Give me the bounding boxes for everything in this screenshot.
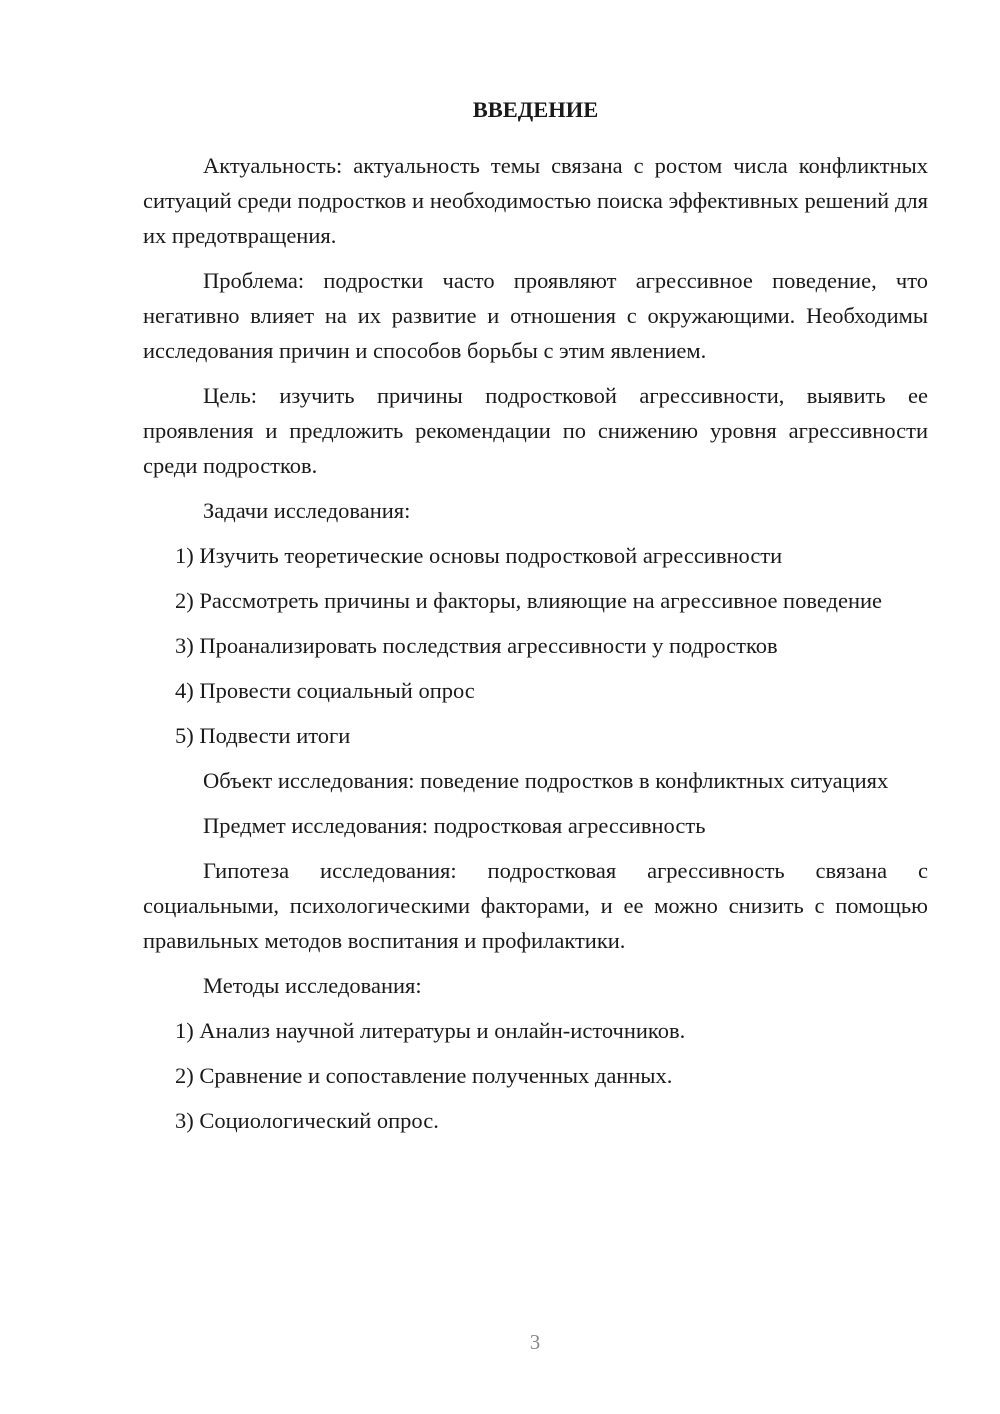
task-item-2: 2) Рассмотреть причины и факторы, влияющие на агрессивное поведение xyxy=(175,588,883,613)
method-item-1: 1) Анализ научной литературы и онлайн-источников. xyxy=(175,1018,686,1043)
methods-heading: Методы исследования: xyxy=(203,973,422,998)
task-item-5: 5) Подвести итоги xyxy=(175,723,351,748)
paragraph-hypothesis: Гипотеза исследования: подростковая агрессивность связана с социальными, психологическими факторами, и ее можно снизить с помощью правильных методов воспитания и профилактики. xyxy=(143,858,928,953)
section-title: ВВЕДЕНИЕ xyxy=(472,97,599,122)
paragraph-problem: Проблема: подростки часто проявляют агрессивное поведение, что негативно влияет на их развитие и отношения с окружающими. Необходимы исследования причин и способов борьбы с этим явлением. xyxy=(143,268,928,363)
task-item-4: 4) Провести социальный опрос xyxy=(175,678,475,703)
tasks-heading: Задачи исследования: xyxy=(203,498,411,523)
paragraph-goal: Цель: изучить причины подростковой агрессивности, выявить ее проявления и предложить рекомендации по снижению уровня агрессивности среди подростков. xyxy=(143,383,928,478)
task-item-1: 1) Изучить теоретические основы подростковой агрессивности xyxy=(175,543,783,568)
paragraph-relevance: Актуальность: актуальность темы связана с ростом числа конфликтных ситуаций среди подростков и необходимостью поиска эффективных решений для их предотвращения. xyxy=(143,153,928,248)
page-content xyxy=(143,92,928,1148)
task-item-3: 3) Проанализировать последствия агрессивности у подростков xyxy=(175,633,778,658)
paragraph-subject: Предмет исследования: подростковая агрессивность xyxy=(203,813,706,838)
method-item-3: 3) Социологический опрос. xyxy=(175,1108,439,1133)
page-number: 3 xyxy=(529,1330,541,1354)
method-item-2: 2) Сравнение и сопоставление полученных данных. xyxy=(175,1063,673,1088)
paragraph-object: Объект исследования: поведение подростков в конфликтных ситуациях xyxy=(203,768,889,793)
